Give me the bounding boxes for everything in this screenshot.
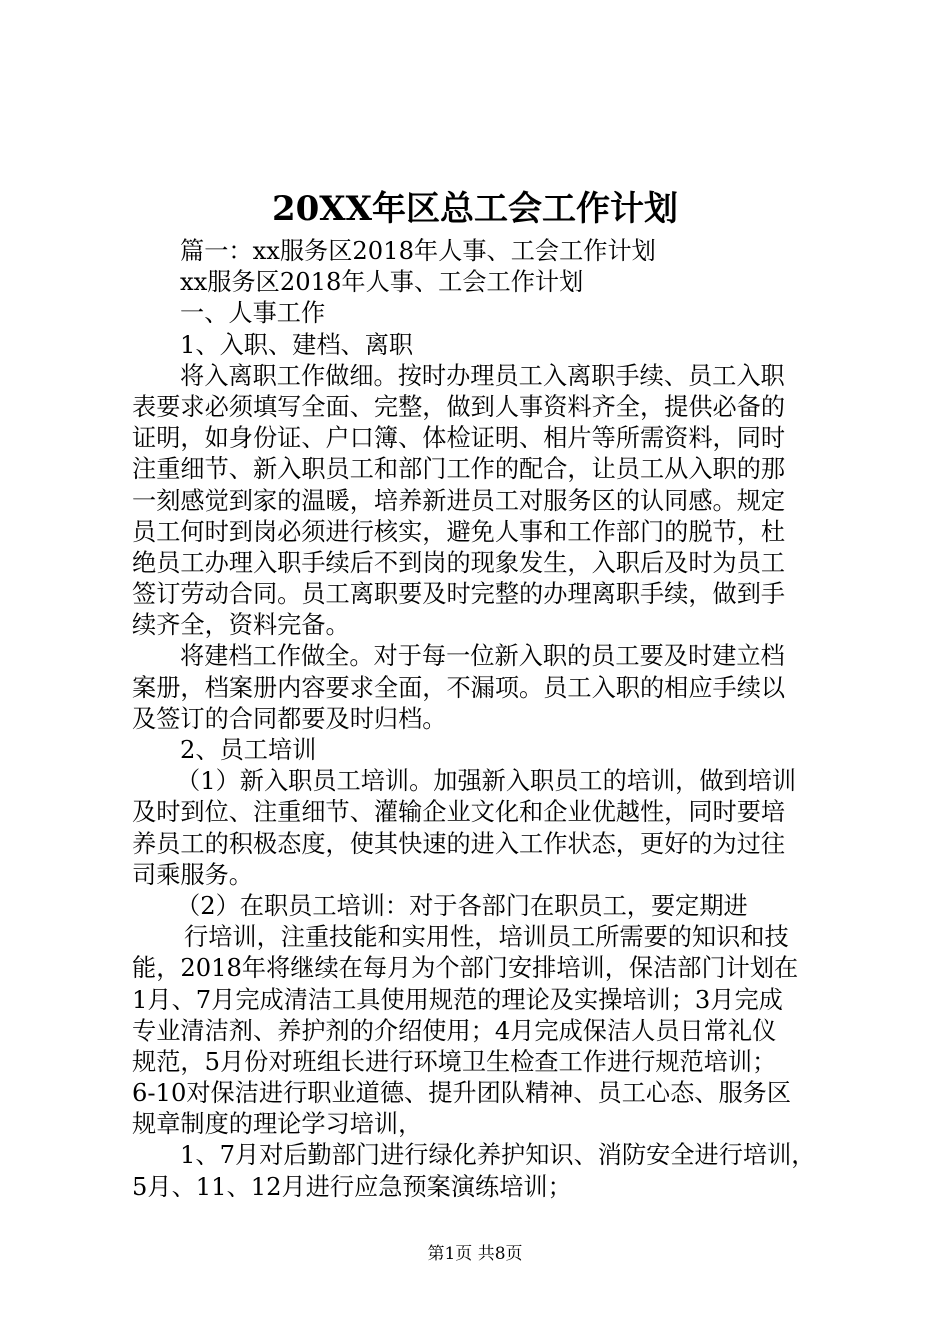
body-line: 规章制度的理论学习培训， — [132, 1110, 423, 1139]
document-body — [132, 236, 832, 1203]
body-line: 绝员工办理入职手续后不到岗的现象发生，入职后及时为员工 — [132, 548, 786, 577]
body-line: 签订劳动合同。员工离职要及时完整的办理离职手续，做到手 — [132, 580, 786, 609]
body-line: （1）新入职员工培训。加强新入职员工的培训，做到培训 — [176, 767, 797, 796]
body-line: 证明，如身份证、户口簿、体检证明、相片等所需资料，同时 — [132, 424, 786, 453]
page-footer: 第1页 共8页 — [427, 1244, 523, 1264]
body-line: 注重细节、新入职员工和部门工作的配合，让员工从入职的那 — [132, 455, 786, 484]
body-line: xx服务区2018年人事、工会工作计划 — [180, 268, 584, 297]
body-line: 将入离职工作做细。按时办理员工入离职手续、员工入职 — [180, 361, 785, 390]
body-line: 1月、7月完成清洁工具使用规范的理论及实操培训；3月完成 — [132, 985, 783, 1014]
body-line: 篇一：xx服务区2018年人事、工会工作计划 — [180, 237, 656, 265]
body-line: 表要求必须填写全面、完整，做到人事资料齐全，提供必备的 — [132, 392, 786, 421]
body-line: 及时到位、注重细节、灌输企业文化和企业优越性，同时要培 — [132, 798, 786, 827]
body-line: 员工何时到岗必须进行核实，避免人事和工作部门的脱节，杜 — [132, 517, 786, 546]
body-line: （2）在职员工培训：对于各部门在职员工，要定期进 — [176, 891, 748, 920]
body-line: 及签订的合同都要及时归档。 — [132, 704, 447, 733]
body-line: 6-10对保洁进行职业道德、提升团队精神、员工心态、服务区 — [132, 1079, 792, 1108]
body-line: 将建档工作做全。对于每一位新入职的员工要及时建立档 — [180, 642, 785, 671]
body-line: 5月、11、12月进行应急预案演练培训； — [132, 1172, 572, 1201]
body-line: 能，2018年将继续在每月为个部门安排培训，保洁部门计划在 — [132, 954, 799, 983]
body-line: 规范，5月份对班组长进行环境卫生检查工作进行规范培训； — [132, 1047, 777, 1076]
body-line: 2、员工培训 — [180, 736, 317, 764]
body-line: 1、7月对后勤部门进行绿化养护知识、消防安全进行培训， — [180, 1141, 816, 1170]
body-line: 养员工的积极态度，使其快速的进入工作状态，更好的为过往 — [132, 829, 786, 858]
body-line: 续齐全，资料完备。 — [132, 611, 350, 640]
body-line: 行培训，注重技能和实用性，培训员工所需要的知识和技 — [184, 923, 789, 952]
body-line: 案册，档案册内容要求全面，不漏项。员工入职的相应手续以 — [132, 673, 786, 702]
document-title: 20XX年区总工会工作计划 — [271, 189, 679, 229]
body-line: 一、人事工作 — [180, 299, 326, 328]
body-line: 一刻感觉到家的温暖，培养新进员工对服务区的认同感。规定 — [132, 486, 786, 515]
body-line: 司乘服务。 — [132, 860, 253, 889]
body-line: 专业清洁剂、养护剂的介绍使用；4月完成保洁人员日常礼仪 — [132, 1016, 777, 1045]
body-line: 1、入职、建档、离职 — [180, 330, 414, 359]
